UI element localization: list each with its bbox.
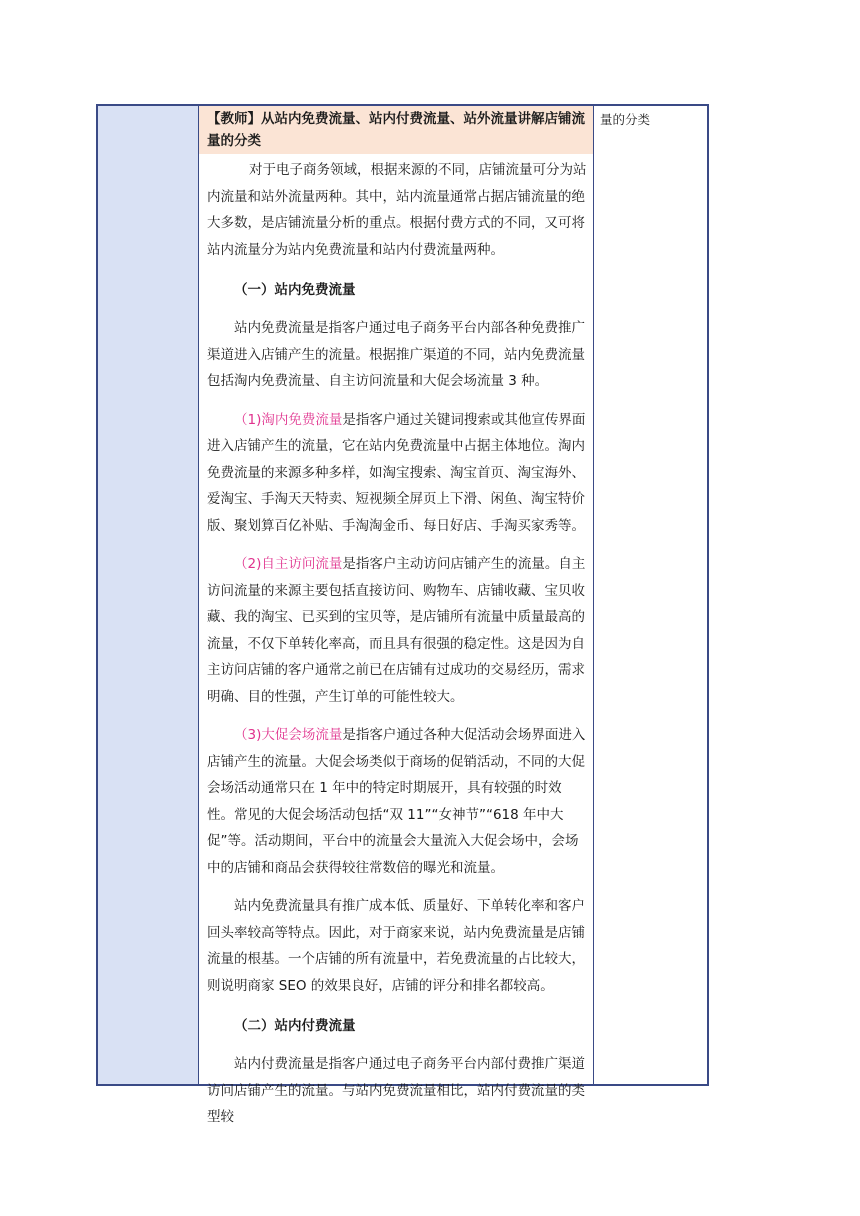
item1-paragraph — [199, 407, 593, 540]
content-column — [199, 106, 594, 1125]
intro-paragraph: 对于电子商务领域，根据来源的不同，店铺流量可分为站内流量和站外流量两种。其中，站内流量通常占据店铺流量的绝大多数，是店铺流量分析的重点。根据付费方式的不同，又可将站内流量分为站内免费流量和站内付费流量两种。 — [207, 162, 587, 258]
right-note: 量的分类 — [600, 112, 651, 127]
section2-paragraph: 站内付费流量是指客户通过电子商务平台内部付费推广渠道访问店铺产生的流量。与站内免费流量相比，站内付费流量的类型较 — [207, 1056, 585, 1125]
item1-text: 是指客户通过关键词搜索或其他宣传界面进入店铺产生的流量，它在站内免费流量中占据主体地位。淘内免费流量的来源多种多样，如淘宝搜索、淘宝首页、淘宝海外、爱淘宝、手淘天天特卖、短视频全屏页上下滑、闲鱼、淘宝特价版、聚划算百亿补贴、手淘淘金币、每日好店、手淘买家秀等。 — [207, 411, 586, 534]
section1-paragraph: 站内免费流量是指客户通过电子商务平台内部各种免费推广渠道进入店铺产生的流量。根据推广渠道的不同，站内免费流量包括淘内免费流量、自主访问流量和大促会场流量 3 种。 — [207, 320, 585, 389]
left-column — [98, 106, 199, 1084]
right-column — [594, 106, 707, 1084]
item3-text: 是指客户通过各种大促活动会场界面进入店铺产生的流量。大促会场类似于商场的促销活动，不同的大促会场活动通常只在 1 年中的特定时期展开，具有较强的时效性。常见的大促会场活动包括“双 11”“女神节”“618 年中大促”等。活动期间，平台中的流量会大量流入大促会场中，会场中的店铺和商品会获得较往常数倍的曝光和流量。 — [207, 727, 586, 876]
item2-text: 是指客户主动访问店铺产生的流量。自主访问流量的来源主要包括直接访问、购物车、店铺收藏、宝贝收藏、我的淘宝、已买到的宝贝等，是店铺所有流量中质量最高的流量，不仅下单转化率高，而且具有很强的稳定性。这是因为自主访问店铺的客户通常之前已在店铺有过成功的交易经历，需求明确、目的性强，产生订单的可能性较大。 — [207, 556, 586, 705]
item3-paragraph — [199, 722, 593, 881]
item1-label: （1)淘内免费流量 — [234, 411, 343, 428]
item2-paragraph — [199, 551, 593, 710]
section1-summary: 站内免费流量具有推广成本低、质量好、下单转化率和客户回头率较高等特点。因此，对于商家来说，站内免费流量是店铺流量的根基。一个店铺的所有流量中，若免费流量的占比较大，则说明商家 SEO 的效果良好，店铺的评分和排名都较高。 — [207, 898, 585, 994]
section2-title: （二）站内付费流量 — [234, 1018, 356, 1034]
lesson-table — [96, 104, 709, 1125]
item3-label: （3)大促会场流量 — [234, 727, 343, 743]
section1-title: （一）站内免费流量 — [234, 282, 356, 298]
item2-label: （2)自主访问流量 — [234, 556, 343, 572]
teacher-heading: 【教师】从站内免费流量、站内付费流量、站外流量讲解店铺流量的分类 — [199, 106, 593, 154]
